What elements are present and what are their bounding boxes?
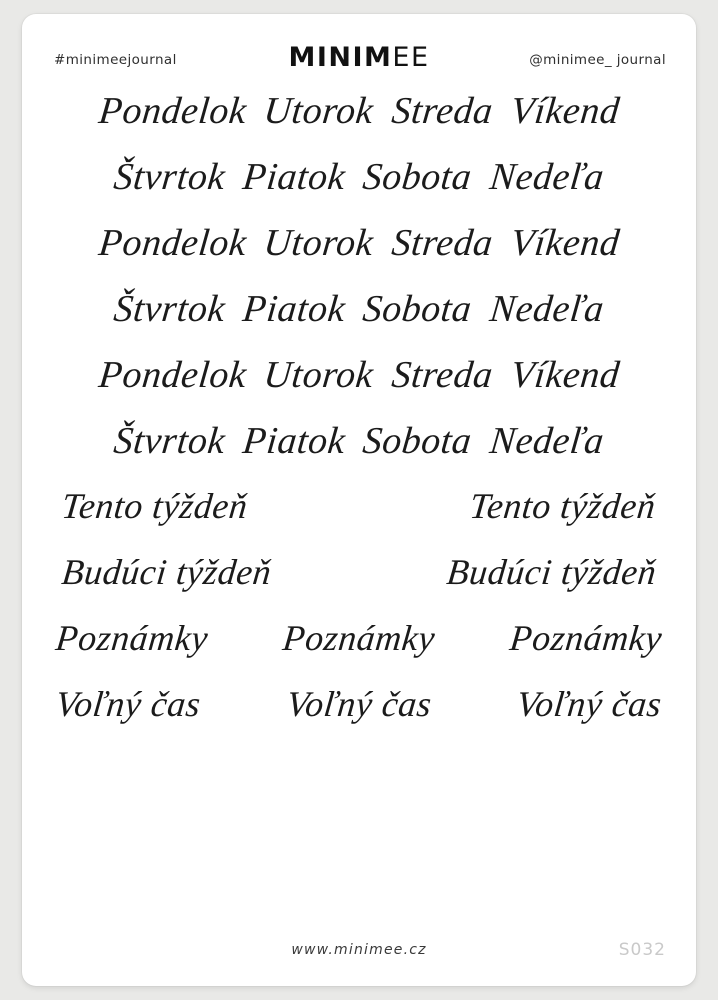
sticker-sheet — [22, 14, 696, 986]
instagram-handle-label: @minimee_ journal — [529, 52, 666, 68]
sticker-word[interactable]: Nedeľa — [487, 420, 607, 462]
sticker-word[interactable]: Sobota — [361, 156, 475, 198]
sticker-word[interactable]: Pondelok — [96, 354, 249, 396]
sticker-word[interactable]: Štvrtok — [111, 288, 228, 330]
sticker-word[interactable]: Utorok — [262, 354, 376, 396]
sticker-word[interactable]: Nedeľa — [487, 156, 607, 198]
sticker-row — [22, 488, 696, 554]
sticker-row — [22, 224, 696, 290]
sheet-header — [22, 42, 696, 86]
sticker-word[interactable]: Voľný čas — [53, 684, 203, 724]
sticker-word[interactable]: Tento týždeň — [59, 486, 250, 526]
sticker-row — [22, 422, 696, 488]
sticker-word[interactable]: Streda — [389, 90, 495, 132]
sticker-row — [22, 92, 696, 158]
sticker-rows — [22, 92, 696, 752]
sticker-word[interactable]: Víkend — [508, 222, 622, 264]
sticker-word[interactable]: Poznámky — [53, 618, 211, 658]
hashtag-label: #minimeejournal — [54, 52, 177, 68]
brand-logo-thin: EE — [392, 42, 430, 73]
sticker-row — [22, 620, 696, 686]
sticker-word[interactable]: Budúci týždeň — [444, 552, 659, 592]
brand-logo-bold: MINIM — [288, 42, 393, 73]
sticker-row — [22, 158, 696, 224]
sticker-word[interactable]: Nedeľa — [487, 288, 607, 330]
sticker-word[interactable]: Utorok — [262, 222, 376, 264]
sticker-row — [22, 554, 696, 620]
sticker-word[interactable]: Budúci týždeň — [59, 552, 274, 592]
sticker-row — [22, 686, 696, 752]
sticker-word[interactable]: Poznámky — [280, 618, 438, 658]
sheet-code-label: S032 — [618, 940, 666, 960]
sticker-word[interactable]: Pondelok — [96, 222, 249, 264]
brand-logo — [288, 42, 429, 73]
sticker-word[interactable]: Víkend — [508, 90, 622, 132]
sticker-word[interactable]: Štvrtok — [111, 420, 228, 462]
sticker-word[interactable]: Piatok — [241, 288, 348, 330]
sticker-word[interactable]: Voľný čas — [284, 684, 434, 724]
sticker-word[interactable]: Utorok — [262, 90, 376, 132]
sticker-word[interactable]: Sobota — [361, 420, 475, 462]
sticker-word[interactable]: Streda — [389, 222, 495, 264]
sticker-word[interactable]: Tento týždeň — [468, 486, 659, 526]
sticker-word[interactable]: Štvrtok — [111, 156, 228, 198]
sticker-word[interactable]: Piatok — [241, 420, 348, 462]
sticker-word[interactable]: Poznámky — [507, 618, 665, 658]
sticker-word[interactable]: Sobota — [361, 288, 475, 330]
sticker-word[interactable]: Voľný čas — [515, 684, 665, 724]
sticker-word[interactable]: Streda — [389, 354, 495, 396]
sticker-word[interactable]: Víkend — [508, 354, 622, 396]
sticker-word[interactable]: Pondelok — [96, 90, 249, 132]
sticker-row — [22, 290, 696, 356]
website-url-label: www.minimee.cz — [291, 942, 427, 958]
sticker-word[interactable]: Piatok — [241, 156, 348, 198]
sticker-row — [22, 356, 696, 422]
